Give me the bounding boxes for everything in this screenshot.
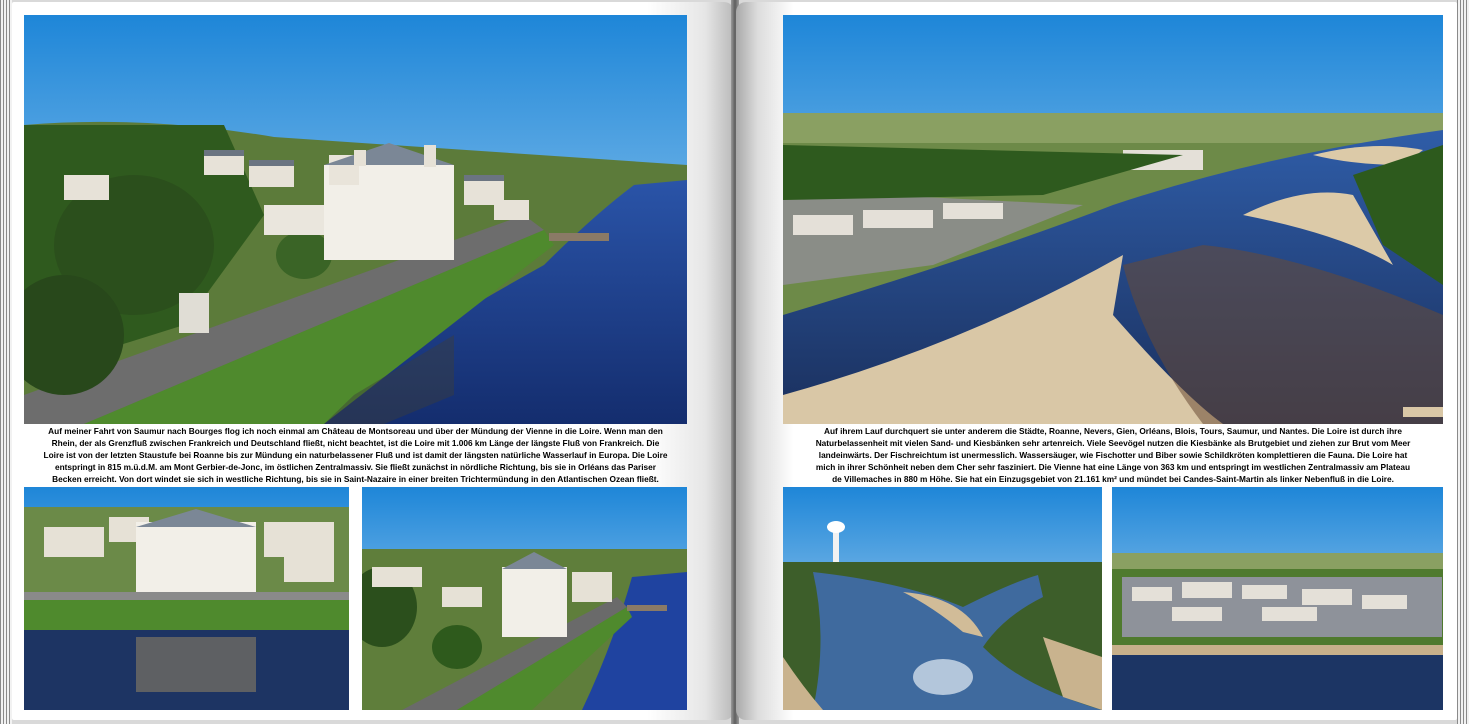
photo-riverside-town xyxy=(1112,487,1443,710)
caption-line: landeinwärts. Der Fischreichtum ist unermesslich. Wassersäuger, wie Fischotter und Biber sowie Schildkröten komplettieren die Fauna. Die Loire hat xyxy=(818,450,1408,461)
page-edge-left xyxy=(0,0,12,724)
left-page-caption xyxy=(24,425,687,485)
caption-line: Auf meiner Fahrt von Saumur nach Bourges flog ich noch einmal am Château de Montsoreau und über der Mündung der Vienne in die Loire. Wenn man den xyxy=(48,426,663,436)
caption-line: Becken erreicht. Von dort windet sie sich in westliche Richtung, bis sie in Saint-Nazaire in einer breiten Trichtermündung in den Atlantischen Ozean fließt. xyxy=(52,474,659,485)
photo-montsoreau-castle-river xyxy=(24,15,687,424)
right-page-caption xyxy=(783,425,1443,485)
photo-castle-reflection xyxy=(24,487,349,710)
caption-line: Naturbelassenheit mit vielen Sand- und Kiesbänken sehr artenreich. Viele Seevögel nutzen die Kiesbänke als Brutgebiet und ziehen zur Brut vom Meer xyxy=(815,438,1411,449)
caption-line: Auf ihrem Lauf durchquert sie unter anderem die Städte, Roanne, Nevers, Gien, Orléans, Blois, Tours, Saumur, und Nantes. Die Loire ist durch ihre xyxy=(824,426,1402,436)
photo-castle-riverside xyxy=(362,487,687,710)
photo-loire-sandbanks-aerial xyxy=(783,15,1443,424)
caption-line: de Villemaches in 880 m Höhe. Sie hat ein Einzugsgebiet von 21.161 km² und mündet bei Candes-Saint-Martin als linker Nebenfluß in die Loire. xyxy=(832,474,1394,485)
caption-line: Rhein, der als Grenzfluß zwischen Frankreich und Deutschland fließt, nicht beachtet, ist die Loire mit 1.006 km Länge der längste Fluß von Frankreich. Die xyxy=(51,438,660,449)
caption-line: Loire ist von der letzten Staustufe bei Roanne bis zur Mündung ein naturbelassener Fluß und ist damit der längsten natürliche Wasserlauf in Europa. Die Loire xyxy=(43,450,668,461)
caption-line: mich in ihrer Schönheit neben dem Cher sehr fasziniert. Die Vienne hat eine Länge von 363 km und entspringt im westlichen Zentralmassiv am Plateau xyxy=(815,462,1411,473)
photo-vienne-confluence xyxy=(783,487,1102,710)
page-edge-right xyxy=(1457,0,1469,724)
caption-line: entspringt in 815 m.ü.d.M. am Mont Gerbier-de-Jonc, im östlichen Zentralmassiv. Sie fließt zunächst in nördliche Richtung, bis sie in Orléans das Pariser xyxy=(54,462,657,473)
